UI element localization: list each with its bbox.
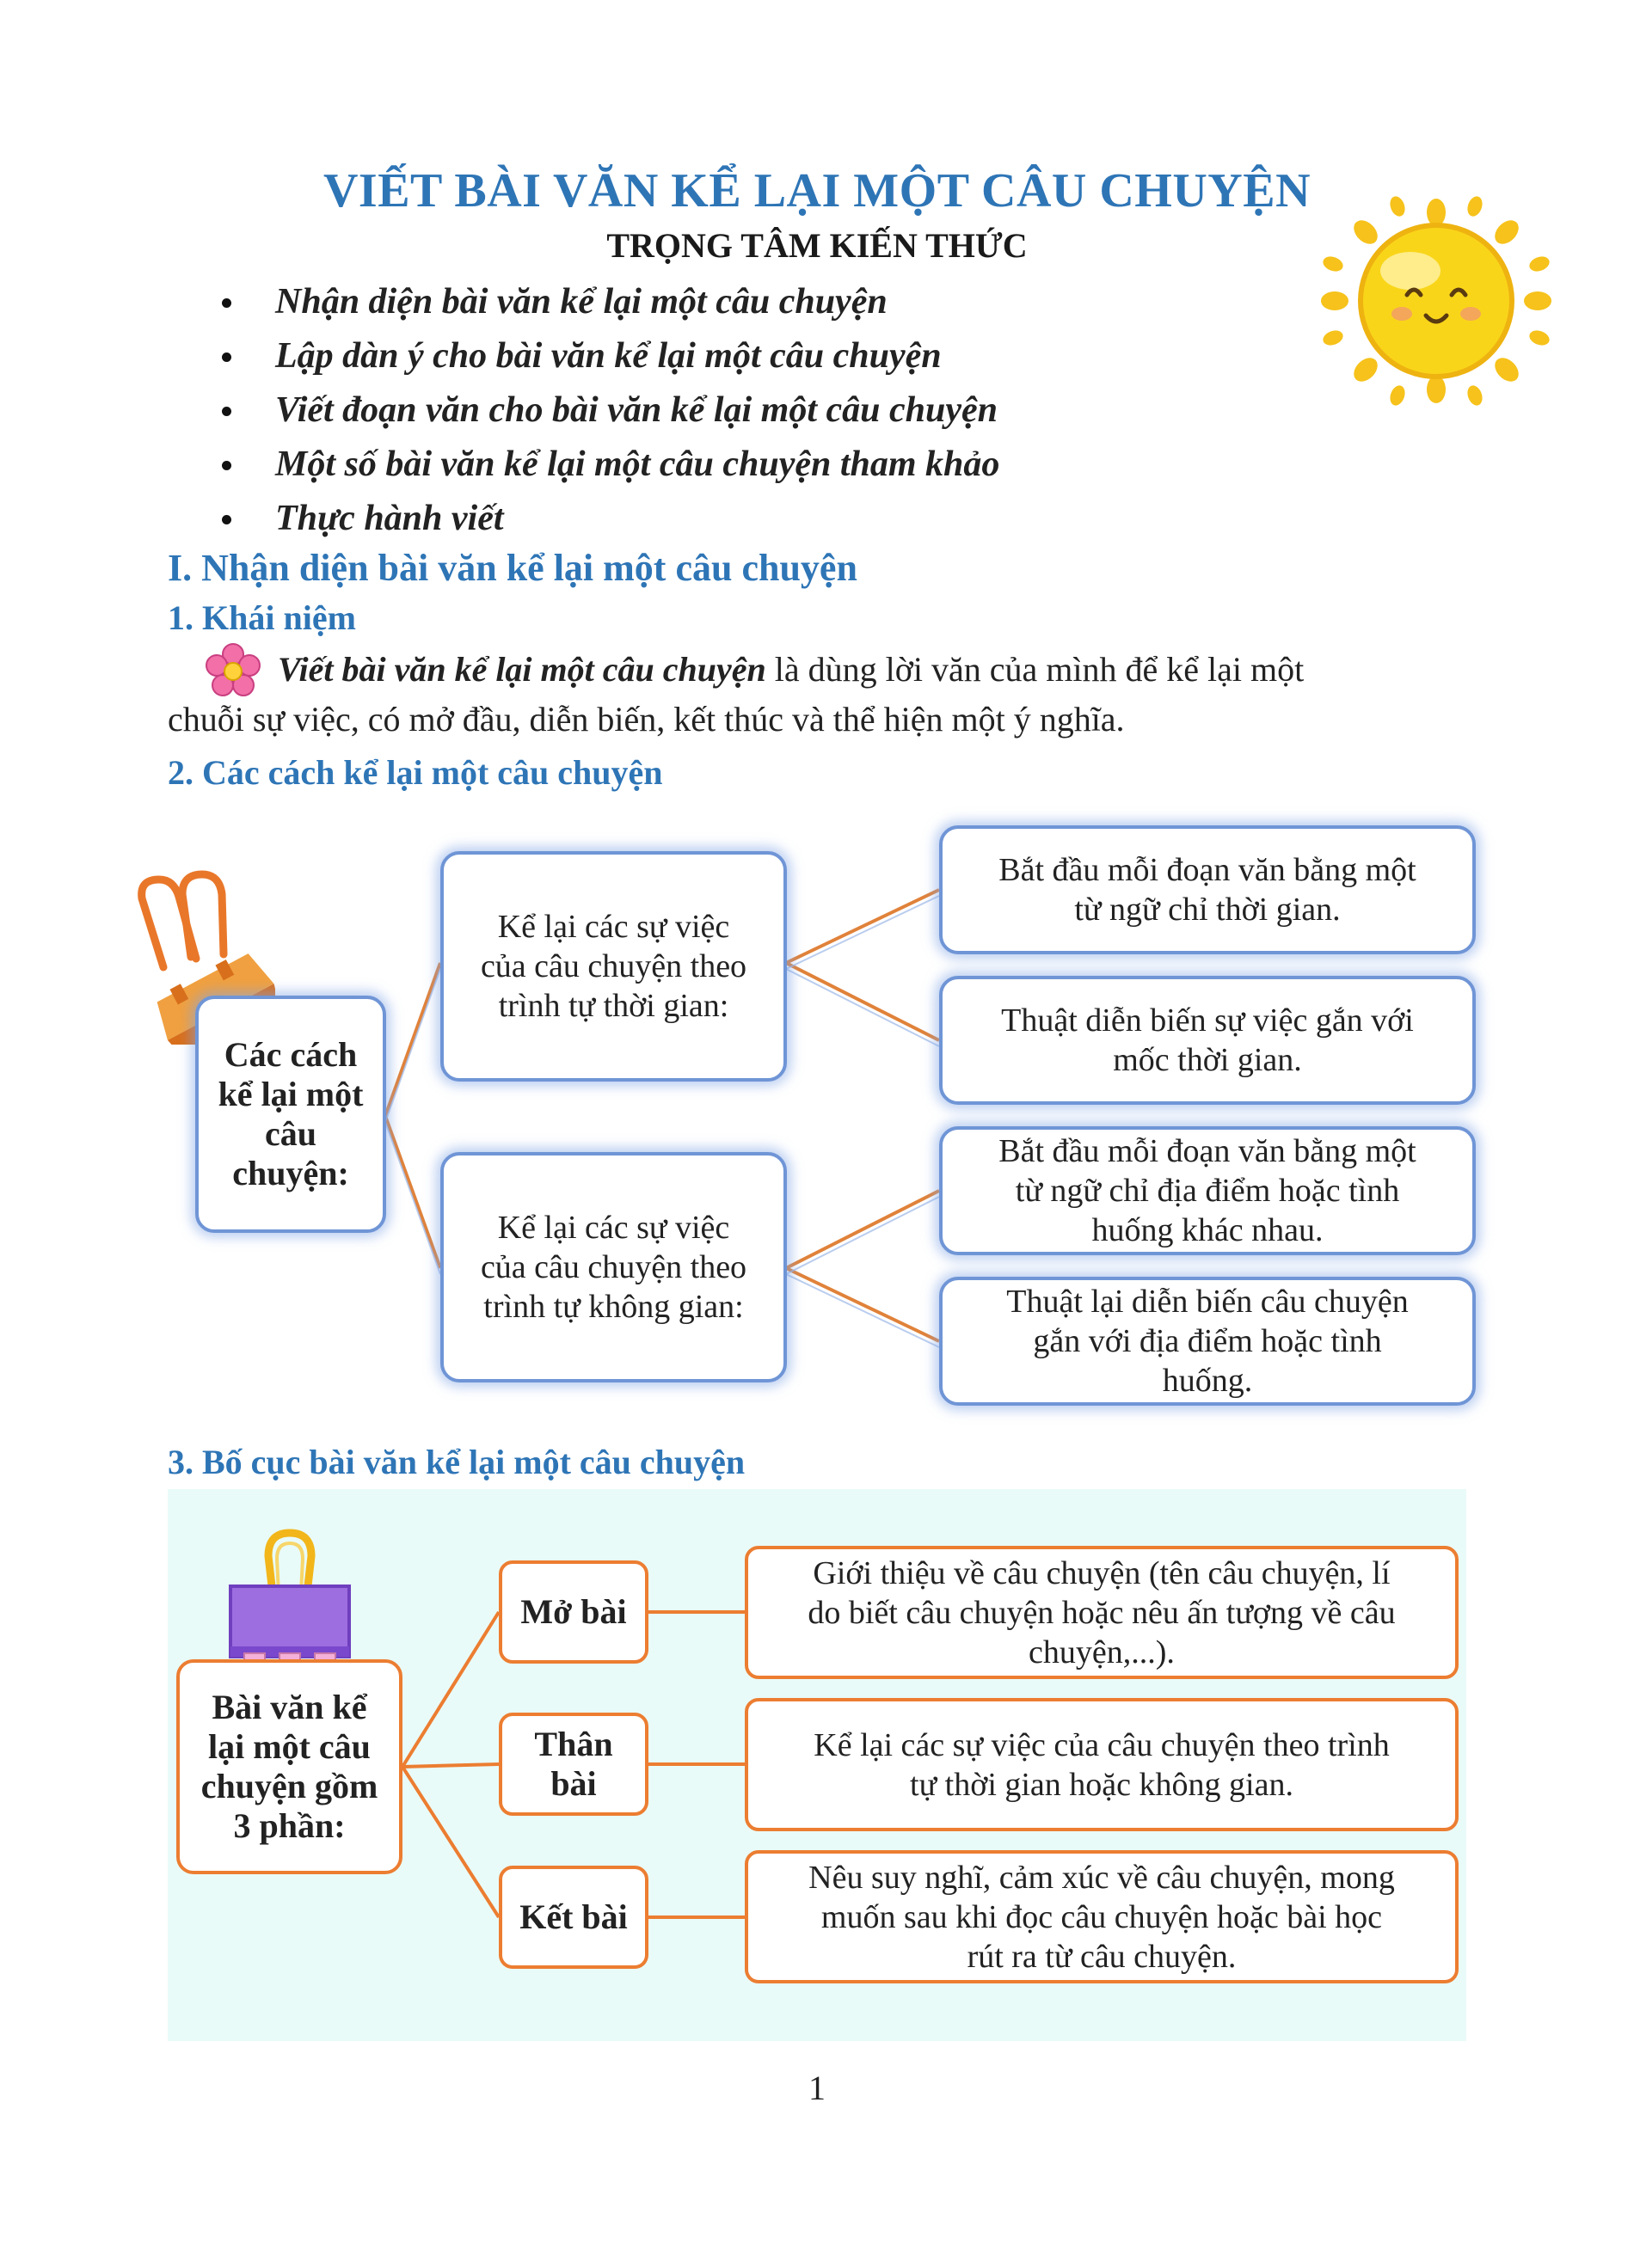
part-intro-node [499,1560,648,1664]
root-line: chuyện gồm [200,1767,378,1805]
list-item: Lập dàn ý cho bài văn kể lại một câu chuyện [222,329,999,383]
node-line: trình tự thời gian: [498,988,729,1024]
desc-line: rút ra từ câu chuyện. [967,1938,1237,1975]
list-item: Thực hành viết [222,492,999,546]
desc-line: chuyện,...). [1029,1634,1175,1670]
node-line: của câu chuyện theo [480,1249,747,1285]
part-body-description [745,1698,1459,1831]
node-line: trình tự không gian: [483,1289,744,1325]
part-label: bài [550,1764,597,1803]
node-line: Kể lại các sự việc [497,909,730,945]
root-line: chuyện: [232,1154,349,1192]
subsection-heading-structure: 3. Bố cục bài văn kể lại một câu chuyện [168,1443,746,1481]
node-line: Kể lại các sự việc [497,1210,730,1246]
root-line: 3 phần: [233,1806,346,1845]
page-subtitle: TRỌNG TÂM KIẾN THỨC [606,226,1028,265]
leaf-line: Bắt đầu mỗi đoạn văn bằng một [998,1133,1416,1169]
desc-line: muốn sau khi đọc câu chuyện hoặc bài học [820,1898,1383,1935]
definition-text-continued: chuỗi sự việc, có mở đầu, diễn biến, kết thúc và thể hiện một ý nghĩa. [168,700,1125,739]
root-line: Các cách [224,1035,358,1074]
subsection-heading-methods: 2. Các cách kể lại một câu chuyện [168,753,663,792]
list-item: Nhận diện bài văn kể lại một câu chuyện [222,275,999,329]
part-label: Thân [534,1725,613,1763]
root-line: kể lại một [218,1075,364,1113]
section-heading: I. Nhận diện bài văn kể lại một câu chuyện [168,547,857,589]
part-conclusion-node [499,1866,648,1969]
leaf-line: mốc thời gian. [1113,1042,1302,1078]
part-conclusion-description [745,1850,1459,1983]
leaf-line: Bắt đầu mỗi đoạn văn bằng một [998,852,1416,888]
root-line: lại một câu [208,1727,371,1766]
leaf-line: Thuật diễn biến sự việc gắn với [1001,1002,1414,1039]
leaf-line: huống khác nhau. [1091,1212,1324,1248]
part-label: Mở bài [520,1592,627,1631]
binder-clip-purple-icon [225,1526,354,1668]
desc-line: Giới thiệu về câu chuyện (tên câu chuyện, lí [813,1554,1391,1591]
desc-line: Nêu suy nghĩ, cảm xúc về câu chuyện, mong [808,1859,1395,1896]
leaf-line: huống. [1162,1363,1253,1399]
definition-lead: Viết bài văn kể lại một câu chuyện [278,650,766,689]
part-intro-description [745,1546,1459,1679]
root-line: câu [265,1114,316,1153]
node-line: của câu chuyện theo [480,948,747,984]
desc-line: do biết câu chuyện hoặc nêu ấn tượng về câu [808,1594,1396,1631]
leaf-line: gắn với địa điểm hoặc tình [1033,1323,1382,1359]
leaf-line: Thuật lại diễn biến câu chuyện [1006,1284,1409,1320]
list-item: Một số bài văn kể lại một câu chuyện tham khảo [222,438,999,492]
desc-line: tự thời gian hoặc không gian. [910,1766,1293,1803]
part-label: Kết bài [519,1897,628,1936]
definition-text: là dùng lời văn của mình để kể lại một [765,650,1305,689]
leaf-line: từ ngữ chỉ địa điểm hoặc tình [1015,1173,1400,1209]
root-line: Bài văn kể [212,1688,367,1726]
page-number: 1 [808,2069,826,2107]
desc-line: Kể lại các sự việc của câu chuyện theo trình [814,1726,1390,1763]
list-item: Viết đoạn văn cho bài văn kể lại một câu chuyện [222,383,999,438]
structure-root-node [176,1659,402,1874]
subsection-heading-definition: 1. Khái niệm [168,598,356,637]
leaf-line: từ ngữ chỉ thời gian. [1074,892,1341,928]
page-title: VIẾT BÀI VĂN KỂ LẠI MỘT CÂU CHUYỆN [322,164,1312,218]
part-body-node [499,1713,648,1816]
